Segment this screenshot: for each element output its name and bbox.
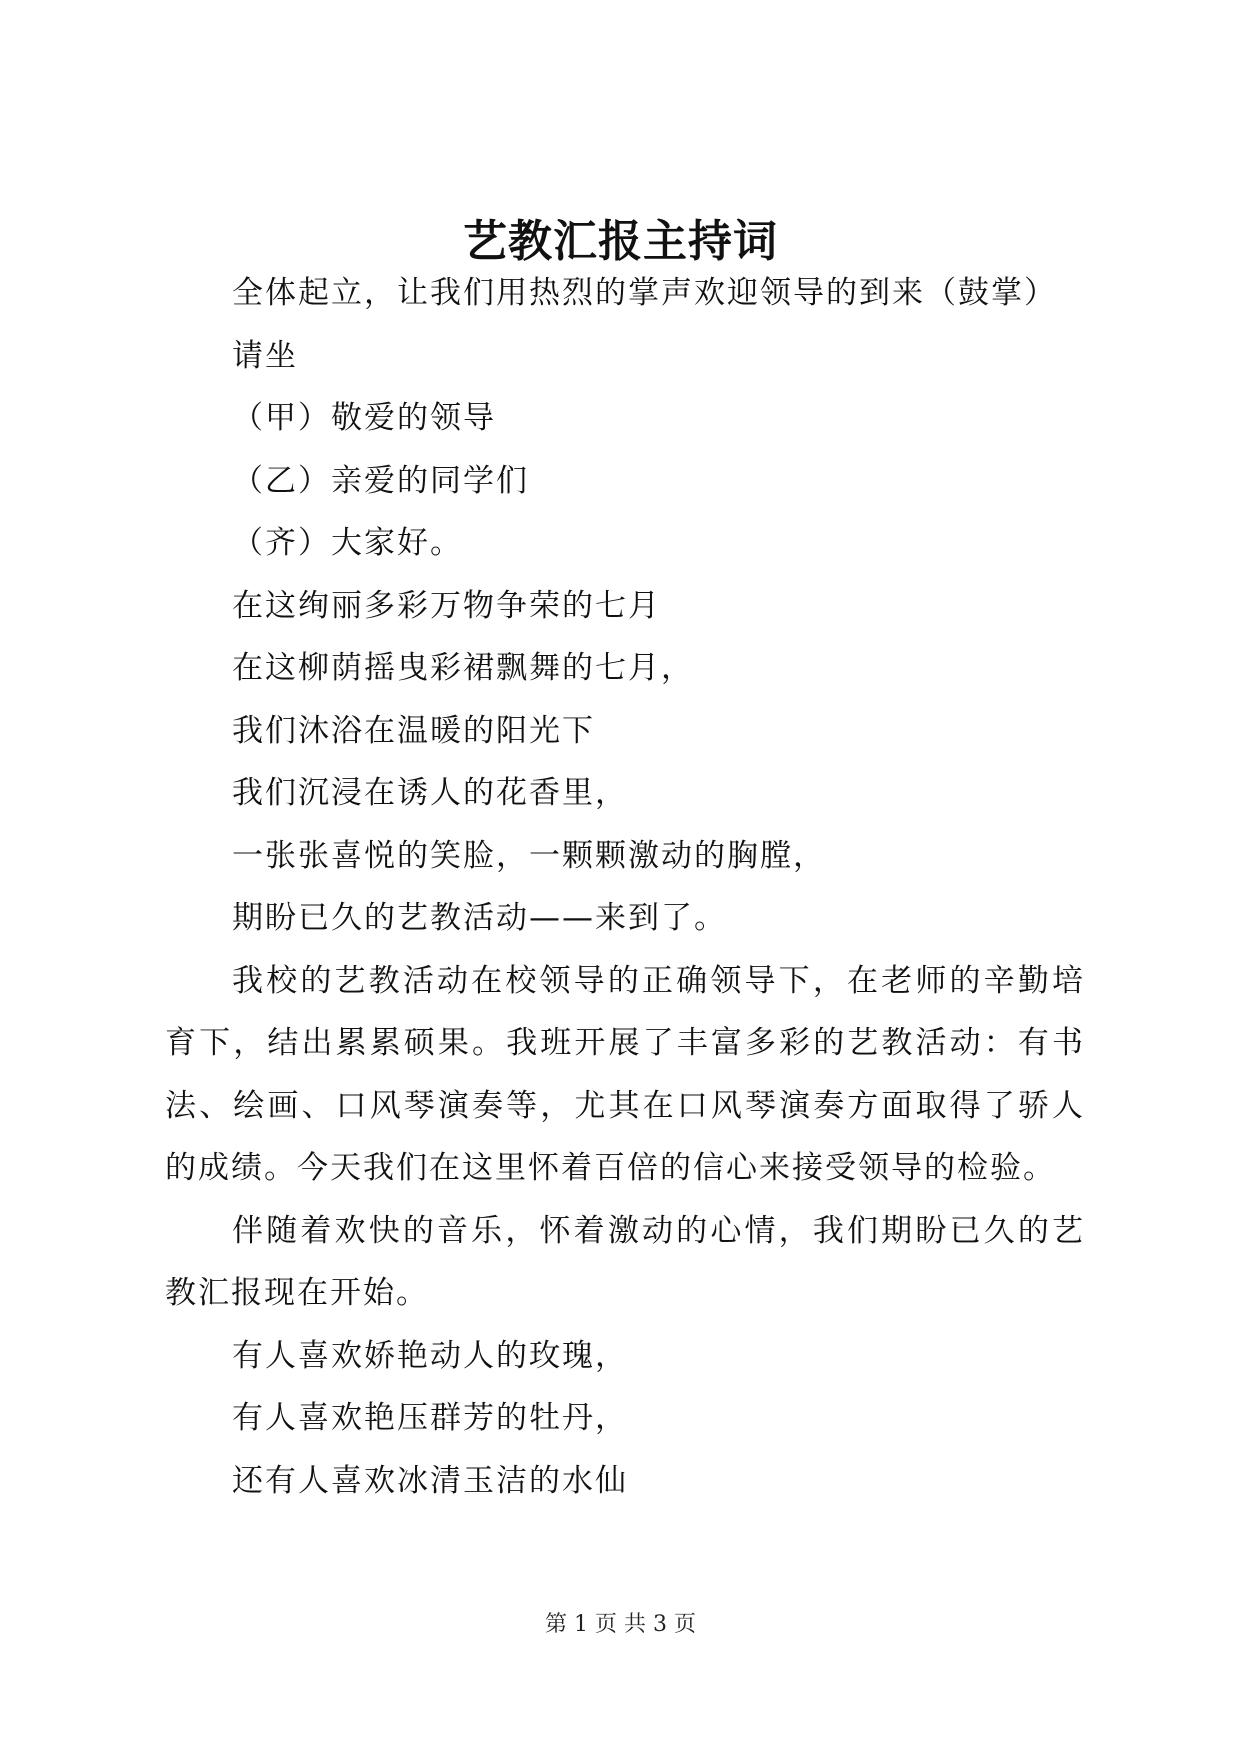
text-line: 一张张喜悦的笑脸，一颗颗激动的胸膛， xyxy=(232,837,826,874)
text-line: （甲）敬爱的领导 xyxy=(232,400,496,436)
text-line: 期盼已久的艺教活动——来到了。 xyxy=(232,900,727,936)
text-line: （齐）大家好。 xyxy=(232,525,463,561)
page-number: 第 1 页 共 3 页 xyxy=(545,1612,696,1637)
text-line: 有人喜欢艳压群芳的牡丹， xyxy=(232,1400,628,1436)
text-line: 还有人喜欢冰清玉洁的水仙 xyxy=(232,1462,628,1499)
body-paragraph: 我校的艺教活动在校领导的正确领导下，在老师的辛勤培育下，结出累累硕果。我班开展了丰富多彩的艺教活动：有书法、绘画、口风琴演奏等，尤其在口风琴演奏方面取得了骄人的成绩。今天我们在这里怀着百倍的信心来接受领导的检验。 xyxy=(165,962,1085,1186)
text-line: 全体起立，让我们用热烈的掌声欢迎领导的到来（鼓掌） xyxy=(232,275,1057,311)
document-body xyxy=(165,262,1085,1512)
text-line: 在这绚丽多彩万物争荣的七月 xyxy=(232,587,661,624)
text-line: 有人喜欢娇艳动人的玫瑰， xyxy=(232,1337,628,1374)
text-line: 在这柳荫摇曳彩裙飘舞的七月， xyxy=(232,650,694,686)
text-line: （乙）亲爱的同学们 xyxy=(232,462,529,499)
text-line: 我们沉浸在诱人的花香里， xyxy=(232,775,628,811)
text-line: 请坐 xyxy=(232,337,298,374)
document-title: 艺教汇报主持词 xyxy=(463,216,778,267)
body-paragraph: 伴随着欢快的音乐，怀着激动的心情，我们期盼已久的艺教汇报现在开始。 xyxy=(165,1212,1085,1311)
text-line: 我们沐浴在温暖的阳光下 xyxy=(232,712,595,749)
